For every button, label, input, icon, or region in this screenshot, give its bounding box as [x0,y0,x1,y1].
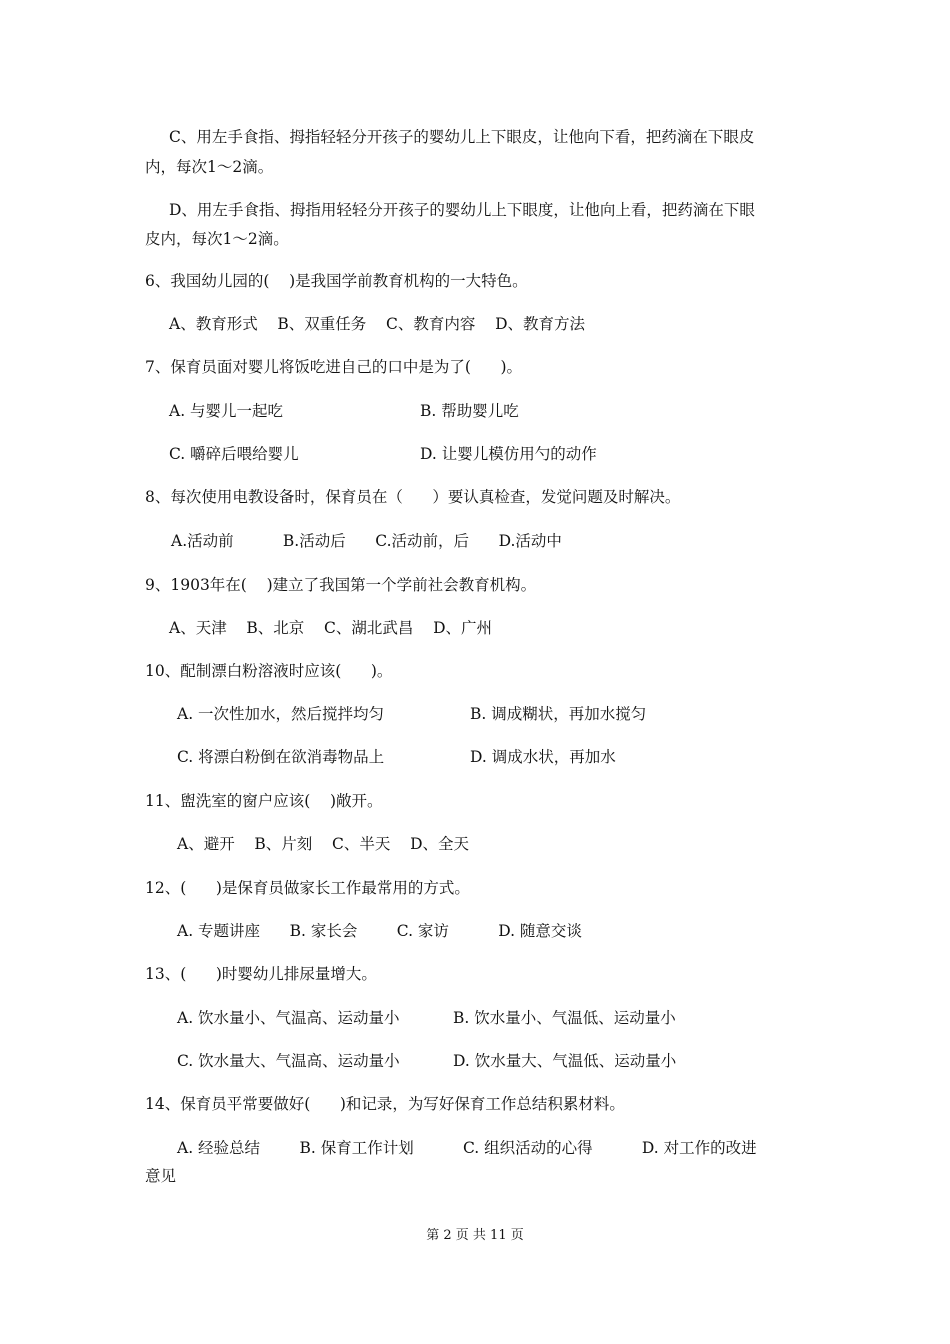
question-6-options: A、教育形式 B、双重任务 C、教育内容 D、教育方法 [169,315,585,333]
question-10-option-a: A. 一次性加水，然后搅拌均匀 [177,705,385,723]
question-10-option-b: B. 调成糊状，再加水搅匀 [470,705,647,723]
question-11: 11、盥洗室的窗户应该( )敞开。 [145,792,383,810]
question-7-option-a: A. 与婴儿一起吃 [169,402,284,420]
question-10: 10、配制漂白粉溶液时应该( )。 [145,662,393,680]
question-13-option-c: C. 饮水量大、气温高、运动量小 [177,1052,400,1070]
question-9-options: A、天津 B、北京 C、湖北武昌 D、广州 [169,619,492,637]
option-d-line-1: D、用左手食指、拇指用轻轻分开孩子的婴幼儿上下眼度，让他向上看，把药滴在下眼 [169,201,755,219]
question-6: 6、我国幼儿园的( )是我国学前教育机构的一大特色。 [145,272,528,290]
question-12-options: A. 专题讲座 B. 家长会 C. 家访 D. 随意交谈 [177,922,582,940]
question-10-option-d: D. 调成水状，再加水 [470,748,616,766]
question-13-option-a: A. 饮水量小、气温高、运动量小 [177,1009,400,1027]
question-8: 8、每次使用电教设备时，保育员在（ ）要认真检查，发觉问题及时解决。 [145,488,681,506]
question-7-option-b: B. 帮助婴儿吃 [420,402,519,420]
question-10-option-c: C. 将漂白粉倒在欲消毒物品上 [177,748,385,766]
question-14-options-wrap: 意见 [145,1167,177,1185]
question-7-option-c: C. 嚼碎后喂给婴儿 [169,445,299,463]
option-d-line-2: 皮内，每次1～2滴。 [145,230,289,248]
question-12: 12、( )是保育员做家长工作最常用的方式。 [145,879,470,897]
question-9: 9、1903年在( )建立了我国第一个学前社会教育机构。 [145,576,537,594]
option-c-line-2: 内，每次1～2滴。 [145,158,274,176]
question-11-options: A、避开 B、片刻 C、半天 D、全天 [177,835,469,853]
option-c-line-1: C、用左手食指、拇指轻轻分开孩子的婴幼儿上下眼皮，让他向下看，把药滴在下眼皮 [169,128,755,146]
question-13-option-d: D. 饮水量大、气温低、运动量小 [453,1052,677,1070]
question-13: 13、( )时婴幼儿排尿量增大。 [145,965,377,983]
question-7: 7、保育员面对婴儿将饭吃进自己的口中是为了( )。 [145,358,523,376]
question-14-options: A. 经验总结 B. 保育工作计划 C. 组织活动的心得 D. 对工作的改进 [177,1139,757,1157]
question-7-option-d: D. 让婴儿模仿用勺的动作 [420,445,597,463]
page-number-footer: 第 2 页 共 11 页 [426,1228,524,1243]
question-8-options: A.活动前 B.活动后 C.活动前，后 D.活动中 [171,532,562,550]
question-14: 14、保育员平常要做好( )和记录，为写好保育工作总结积累材料。 [145,1095,625,1113]
question-13-option-b: B. 饮水量小、气温低、运动量小 [453,1009,676,1027]
